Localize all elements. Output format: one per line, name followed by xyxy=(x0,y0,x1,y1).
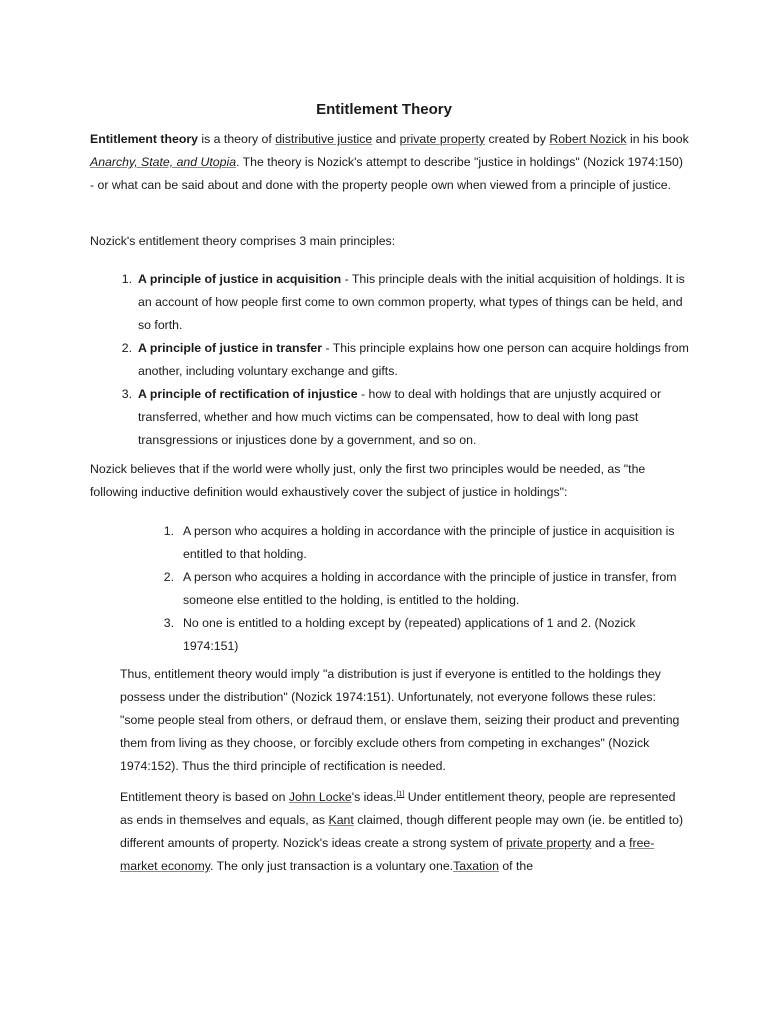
text-span: 's ideas. xyxy=(351,790,397,804)
list-number: 1. xyxy=(121,272,132,286)
list-item xyxy=(108,337,698,383)
link-private-property[interactable]: private property xyxy=(399,132,486,146)
text-span: Entitlement theory is based on xyxy=(120,790,289,804)
list-number: 3. xyxy=(163,616,174,630)
text-span: claimed, though different people may own (ie. be entitled to) different amounts of property. Nozick's ideas create a strong system of xyxy=(120,813,684,850)
list-number: 2. xyxy=(121,341,132,355)
definitions-list xyxy=(150,520,690,658)
term-entitlement-theory: Entitlement theory xyxy=(90,132,198,146)
link-anarchy-state-utopia[interactable]: Anarchy, State, and Utopia xyxy=(90,155,237,169)
list-number: 2. xyxy=(163,570,174,584)
text-span: in his book xyxy=(626,132,689,146)
believes-paragraph: Nozick believes that if the world were wholly just, only the first two principles would be needed, as "the following inductive definition would exhaustively cover the subject of justice in holdings": xyxy=(90,462,646,499)
definition-text: A person who acquires a holding in accordance with the principle of justice in transfer, from someone else entitled to the holding, is entitled to the holding. xyxy=(183,570,677,607)
link-distributive-justice[interactable]: distributive justice xyxy=(275,132,373,146)
principle-text: - This principle deals with the initial acquisition of holdings. It is an account of how people first come to own common property, what types of things can be held, and so forth. xyxy=(138,272,685,332)
link-robert-nozick[interactable]: Robert Nozick xyxy=(549,132,627,146)
link-free-market-economy[interactable]: free-market economy xyxy=(120,836,655,873)
link-john-locke[interactable]: John Locke xyxy=(288,790,352,804)
principle-text: - This principle explains how one person can acquire holdings from another, including voluntary exchange and gifts. xyxy=(138,341,689,378)
based-paragraph xyxy=(120,786,690,878)
thus-paragraph: Thus, entitlement theory would imply "a distribution is just if everyone is entitled to the holdings they possess under the distribution" (Nozick 1974:151). Unfortunately, not everyone follows these rules: "some people steal from others, or defraud them, or enslave them, seizing their product and preventing them from living as they choose, or forcibly exclude others from competing in exchanges" (Nozick 1974:152). Thus the third principle of rectification is needed. xyxy=(120,667,680,773)
list-item xyxy=(150,520,690,566)
definition-text: No one is entitled to a holding except by (repeated) applications of 1 and 2. (Nozick 1974:151) xyxy=(183,616,636,653)
principles-list xyxy=(108,268,698,452)
principle-heading: A principle of justice in transfer xyxy=(138,341,323,355)
text-span: and xyxy=(372,132,400,146)
list-number: 3. xyxy=(121,387,132,401)
text-span: and a xyxy=(591,836,630,850)
text-span: of the xyxy=(498,859,534,873)
principle-heading: A principle of rectification of injustice xyxy=(138,387,358,401)
reference-link[interactable]: [1] xyxy=(396,791,405,798)
link-kant[interactable]: Kant xyxy=(328,813,354,827)
intro-paragraph xyxy=(90,128,690,197)
text-span: Under entitlement theory, people are represented as ends in themselves and equals, as xyxy=(120,790,676,827)
text-span: is a theory of xyxy=(197,132,276,146)
principle-heading: A principle of justice in acquisition xyxy=(138,272,342,286)
list-item xyxy=(108,383,698,452)
text-span: . The only just transaction is a voluntary one. xyxy=(209,859,454,873)
comprises-paragraph: Nozick's entitlement theory comprises 3 main principles: xyxy=(90,234,396,248)
page-title: Entitlement Theory xyxy=(316,101,452,118)
list-number: 1. xyxy=(163,524,174,538)
principle-text: - how to deal with holdings that are unjustly acquired or transferred, whether and how much victims can be compensated, how to deal with long past transgressions or injustices done by a government, and so on. xyxy=(138,387,662,447)
definition-text: A person who acquires a holding in accordance with the principle of justice in acquisition is entitled to that holding. xyxy=(183,524,675,561)
link-private-property-2[interactable]: private property xyxy=(506,836,592,850)
list-item xyxy=(108,268,698,337)
list-item xyxy=(150,612,690,658)
text-span: created by xyxy=(485,132,550,146)
text-span: . The theory is Nozick's attempt to describe "justice in holdings" (Nozick 1974:150) - or what can be said about and done with the property people own when viewed from a principle of justice. xyxy=(90,155,683,192)
link-taxation[interactable]: Taxation xyxy=(453,859,499,873)
list-item xyxy=(150,566,690,612)
